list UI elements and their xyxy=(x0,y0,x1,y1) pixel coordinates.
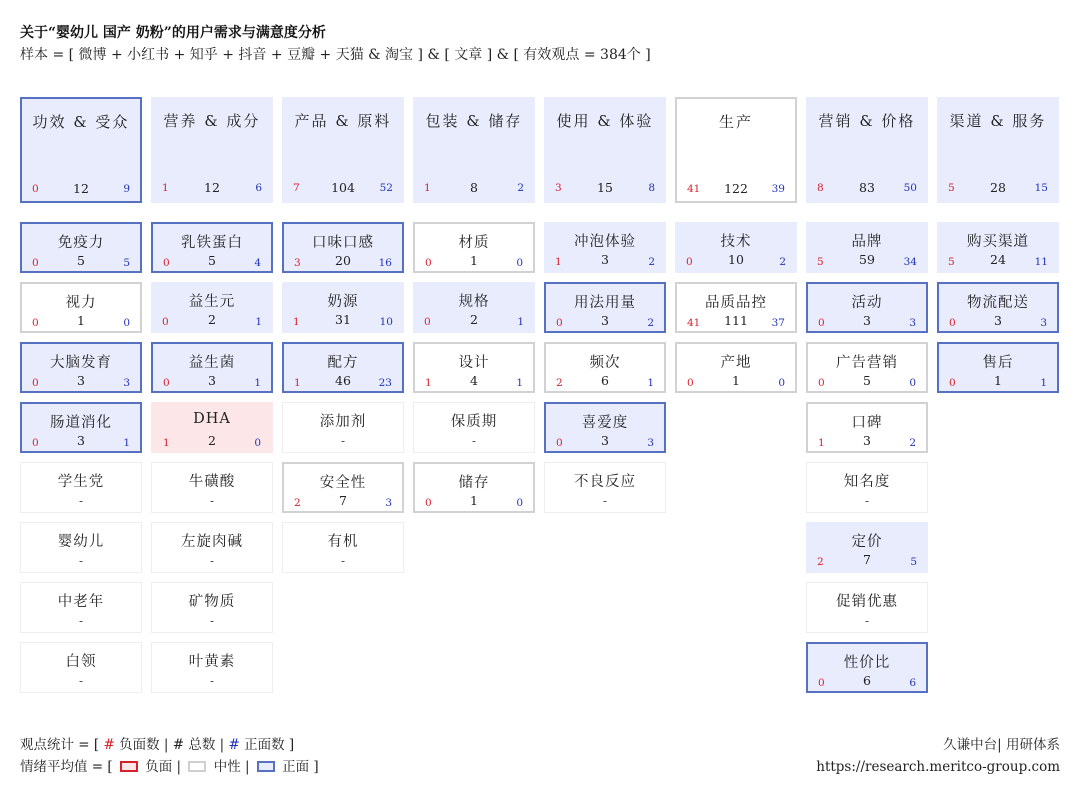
topic-card xyxy=(282,222,404,273)
negative-count: 0 xyxy=(425,497,432,509)
negative-count: 1 xyxy=(162,182,169,194)
negative-count: 0 xyxy=(32,183,39,195)
topic-label: 中老年 xyxy=(57,594,105,610)
topic-card xyxy=(151,282,273,333)
negative-count: 7 xyxy=(293,182,300,194)
topic-card xyxy=(806,282,928,333)
positive-count: 0 xyxy=(516,257,523,269)
total-count: 1 xyxy=(732,373,740,388)
topic-card xyxy=(282,342,404,393)
topic-card xyxy=(413,402,535,453)
total-count: 3 xyxy=(77,373,85,388)
category-card xyxy=(282,97,404,203)
total-count: 3 xyxy=(863,433,871,448)
positive-count: 1 xyxy=(254,377,261,389)
total-count: - xyxy=(471,434,477,448)
positive-count: 5 xyxy=(910,556,917,568)
legend-pos-mark: # xyxy=(228,737,240,753)
topic-label: 乳铁蛋白 xyxy=(181,235,243,251)
total-count: 28 xyxy=(990,180,1006,195)
topic-label: 叶黄素 xyxy=(188,654,236,670)
negative-count: 0 xyxy=(32,377,39,389)
topic-card xyxy=(675,282,797,333)
positive-count: 3 xyxy=(123,377,130,389)
total-count: 3 xyxy=(994,313,1002,328)
total-count: 1 xyxy=(994,373,1002,388)
total-count: 4 xyxy=(470,373,478,388)
total-count: 8 xyxy=(470,180,478,195)
topic-card xyxy=(806,582,928,633)
legend-stats-prefix: 观点统计 = [ xyxy=(20,737,100,753)
total-count: 20 xyxy=(335,253,351,268)
topic-label: 奶源 xyxy=(327,294,359,310)
topic-card xyxy=(806,462,928,513)
topic-card xyxy=(20,342,142,393)
total-count: - xyxy=(864,494,870,508)
topic-label: 益生元 xyxy=(188,294,236,310)
positive-count: 6 xyxy=(255,182,262,194)
legend-mood-prefix: 情绪平均值 = [ xyxy=(20,759,113,775)
category-card xyxy=(151,97,273,203)
positive-count: 37 xyxy=(771,317,785,329)
topic-card xyxy=(20,642,142,693)
topic-card xyxy=(544,222,666,273)
total-count: 46 xyxy=(335,373,351,388)
negative-count: 0 xyxy=(32,437,39,449)
positive-count: 0 xyxy=(123,317,130,329)
total-count: 2 xyxy=(208,312,216,327)
legend-mood-row xyxy=(20,756,319,778)
positive-count: 39 xyxy=(771,183,785,195)
topic-label: 技术 xyxy=(720,234,752,250)
legend-neg-text: 负面数 | xyxy=(119,737,169,753)
brand-block xyxy=(816,734,1060,778)
negative-count: 3 xyxy=(294,257,301,269)
positive-count: 3 xyxy=(385,497,392,509)
topic-card xyxy=(20,522,142,573)
topic-label: 购买渠道 xyxy=(967,234,1029,250)
category-label: 营养 & 成分 xyxy=(163,112,261,130)
topic-card xyxy=(413,462,535,513)
category-card xyxy=(413,97,535,203)
brand-url: https://research.meritco-group.com xyxy=(816,759,1060,775)
negative-count: 1 xyxy=(294,377,301,389)
total-count: 3 xyxy=(601,313,609,328)
total-count: 59 xyxy=(859,252,875,267)
topic-label: 品质品控 xyxy=(705,295,767,311)
topic-card xyxy=(20,282,142,333)
category-label: 产品 & 原料 xyxy=(294,112,392,130)
topic-label: 有机 xyxy=(327,534,359,550)
negative-count: 0 xyxy=(687,377,694,389)
topic-label: 物流配送 xyxy=(967,295,1029,311)
topic-card xyxy=(413,282,535,333)
topic-label: 储存 xyxy=(458,475,490,491)
negative-count: 0 xyxy=(556,317,563,329)
topic-card xyxy=(151,222,273,273)
negative-count: 5 xyxy=(817,256,824,268)
negative-count: 0 xyxy=(425,257,432,269)
negative-count: 0 xyxy=(818,317,825,329)
total-count: 6 xyxy=(601,373,609,388)
negative-count: 0 xyxy=(163,377,170,389)
positive-count: 15 xyxy=(1034,182,1048,194)
negative-count: 5 xyxy=(948,182,955,194)
topic-card xyxy=(675,342,797,393)
total-count: 2 xyxy=(208,433,216,448)
negative-count: 0 xyxy=(424,316,431,328)
topic-card xyxy=(937,282,1059,333)
category-card xyxy=(675,97,797,203)
negative-count: 1 xyxy=(425,377,432,389)
legend-mood-neu: 中性 | xyxy=(213,759,250,775)
topic-card xyxy=(282,462,404,513)
total-count: 7 xyxy=(339,493,347,508)
negative-count: 1 xyxy=(424,182,431,194)
total-count: - xyxy=(78,494,84,508)
category-label: 渠道 & 服务 xyxy=(949,112,1047,130)
total-count: 104 xyxy=(331,180,355,195)
total-count: 83 xyxy=(859,180,875,195)
topic-label: 用法用量 xyxy=(574,295,636,311)
topic-label: 口碑 xyxy=(851,415,883,431)
positive-count: 5 xyxy=(123,257,130,269)
category-card xyxy=(544,97,666,203)
topic-card xyxy=(20,462,142,513)
topic-label: 视力 xyxy=(65,295,97,311)
topic-label: 频次 xyxy=(589,355,621,371)
positive-count: 23 xyxy=(378,377,392,389)
total-count: - xyxy=(78,614,84,628)
positive-swatch xyxy=(257,761,275,772)
positive-count: 0 xyxy=(516,497,523,509)
negative-count: 1 xyxy=(555,256,562,268)
positive-count: 6 xyxy=(909,677,916,689)
category-label: 营销 & 价格 xyxy=(818,112,916,130)
total-count: - xyxy=(209,674,215,688)
neutral-swatch xyxy=(188,761,206,772)
total-count: - xyxy=(209,494,215,508)
positive-count: 1 xyxy=(123,437,130,449)
topic-label: 售后 xyxy=(982,355,1014,371)
negative-count: 0 xyxy=(32,257,39,269)
positive-count: 50 xyxy=(903,182,917,194)
positive-count: 2 xyxy=(517,182,524,194)
topic-label: 定价 xyxy=(851,534,883,550)
topic-card xyxy=(806,642,928,693)
topic-card xyxy=(20,402,142,453)
total-count: 6 xyxy=(863,673,871,688)
positive-count: 16 xyxy=(378,257,392,269)
positive-count: 3 xyxy=(1040,317,1047,329)
positive-count: 2 xyxy=(648,256,655,268)
positive-count: 52 xyxy=(379,182,393,194)
topic-card xyxy=(151,582,273,633)
total-count: 31 xyxy=(335,312,351,327)
total-count: 5 xyxy=(863,373,871,388)
category-card xyxy=(937,97,1059,203)
page-title: 关于“婴幼儿 国产 奶粉”的用户需求与满意度分析 xyxy=(20,25,326,41)
positive-count: 2 xyxy=(909,437,916,449)
total-count: - xyxy=(78,554,84,568)
topic-label: 配方 xyxy=(327,355,359,371)
positive-count: 2 xyxy=(779,256,786,268)
topic-label: 婴幼儿 xyxy=(57,534,105,550)
legend-mood-neg: 负面 | xyxy=(145,759,182,775)
negative-count: 0 xyxy=(818,377,825,389)
topic-label: 肠道消化 xyxy=(50,415,112,431)
negative-count: 2 xyxy=(817,556,824,568)
topic-label: 矿物质 xyxy=(188,594,236,610)
positive-count: 1 xyxy=(255,316,262,328)
topic-label: 添加剂 xyxy=(319,414,367,430)
topic-label: 冲泡体验 xyxy=(574,234,636,250)
negative-count: 0 xyxy=(818,677,825,689)
legend-stats-row xyxy=(20,734,319,756)
positive-count: 1 xyxy=(516,377,523,389)
negative-count: 41 xyxy=(687,317,701,329)
topic-card xyxy=(151,462,273,513)
positive-count: 10 xyxy=(379,316,393,328)
positive-count: 0 xyxy=(778,377,785,389)
total-count: 3 xyxy=(863,313,871,328)
topic-card xyxy=(937,342,1059,393)
total-count: 12 xyxy=(204,180,220,195)
topic-card xyxy=(675,222,797,273)
positive-count: 8 xyxy=(648,182,655,194)
negative-count: 0 xyxy=(949,317,956,329)
topic-label: 性价比 xyxy=(843,655,891,671)
total-count: 1 xyxy=(77,313,85,328)
total-count: 3 xyxy=(601,252,609,267)
total-count: 12 xyxy=(73,181,89,196)
topic-card xyxy=(413,342,535,393)
total-count: 7 xyxy=(863,552,871,567)
total-count: - xyxy=(864,614,870,628)
positive-count: 3 xyxy=(909,317,916,329)
topic-label: 学生党 xyxy=(57,474,105,490)
topic-card xyxy=(151,522,273,573)
total-count: - xyxy=(340,554,346,568)
legend-mood-pos: 正面 ] xyxy=(282,759,319,775)
topic-card xyxy=(20,582,142,633)
topic-label: 大脑发育 xyxy=(50,355,112,371)
positive-count: 34 xyxy=(903,256,917,268)
total-count: 5 xyxy=(77,253,85,268)
negative-count: 2 xyxy=(556,377,563,389)
topic-label: 知名度 xyxy=(843,474,891,490)
topic-label: DHA xyxy=(193,411,231,427)
topic-label: 免疫力 xyxy=(57,235,105,251)
topic-card xyxy=(20,222,142,273)
positive-count: 1 xyxy=(517,316,524,328)
total-count: - xyxy=(209,614,215,628)
positive-count: 0 xyxy=(254,437,261,449)
total-count: 1 xyxy=(470,253,478,268)
negative-count: 3 xyxy=(555,182,562,194)
total-count: 24 xyxy=(990,252,1006,267)
topic-card xyxy=(151,642,273,693)
topic-label: 品牌 xyxy=(851,234,883,250)
topic-card xyxy=(282,402,404,453)
negative-count: 8 xyxy=(817,182,824,194)
topic-label: 喜爱度 xyxy=(581,415,629,431)
negative-swatch xyxy=(120,761,138,772)
total-count: 3 xyxy=(208,373,216,388)
topic-card xyxy=(413,222,535,273)
total-count: - xyxy=(209,554,215,568)
positive-count: 3 xyxy=(647,437,654,449)
negative-count: 0 xyxy=(949,377,956,389)
negative-count: 0 xyxy=(32,317,39,329)
negative-count: 1 xyxy=(293,316,300,328)
topic-label: 产地 xyxy=(720,355,752,371)
topic-label: 活动 xyxy=(851,295,883,311)
topic-label: 材质 xyxy=(458,235,490,251)
topic-label: 促销优惠 xyxy=(836,594,898,610)
total-count: - xyxy=(340,434,346,448)
negative-count: 0 xyxy=(162,316,169,328)
negative-count: 41 xyxy=(687,183,701,195)
total-count: 122 xyxy=(724,181,748,196)
topic-card xyxy=(544,282,666,333)
negative-count: 1 xyxy=(163,437,170,449)
topic-label: 牛磺酸 xyxy=(188,474,236,490)
topic-card xyxy=(544,462,666,513)
page-subtitle: 样本 = [ 微博 + 小红书 + 知乎 + 抖音 + 豆瓣 + 天猫 & 淘宝 ] & [ 文章 ] & [ 有效观点 = 384个 ] xyxy=(20,47,651,63)
topic-card xyxy=(937,222,1059,273)
total-count: - xyxy=(78,674,84,688)
positive-count: 2 xyxy=(647,317,654,329)
category-card xyxy=(806,97,928,203)
negative-count: 1 xyxy=(818,437,825,449)
total-count: 2 xyxy=(470,312,478,327)
topic-label: 白领 xyxy=(65,654,97,670)
negative-count: 2 xyxy=(294,497,301,509)
legend-total-text: # 总数 | xyxy=(172,737,225,753)
negative-count: 0 xyxy=(556,437,563,449)
topic-label: 设计 xyxy=(458,355,490,371)
category-label: 使用 & 体验 xyxy=(556,112,654,130)
total-count: 1 xyxy=(470,493,478,508)
positive-count: 4 xyxy=(254,257,261,269)
topic-card xyxy=(282,522,404,573)
topic-card xyxy=(544,402,666,453)
topic-card xyxy=(806,402,928,453)
topic-card xyxy=(806,342,928,393)
category-card xyxy=(20,97,142,203)
positive-count: 0 xyxy=(909,377,916,389)
negative-count: 0 xyxy=(163,257,170,269)
topic-card xyxy=(806,522,928,573)
legend xyxy=(20,734,319,778)
topic-label: 口味口感 xyxy=(312,235,374,251)
positive-count: 11 xyxy=(1034,256,1048,268)
topic-label: 规格 xyxy=(458,294,490,310)
total-count: 15 xyxy=(597,180,613,195)
topic-label: 左旋肉碱 xyxy=(181,534,243,550)
total-count: - xyxy=(602,494,608,508)
negative-count: 0 xyxy=(686,256,693,268)
total-count: 10 xyxy=(728,252,744,267)
topic-card xyxy=(544,342,666,393)
topic-card xyxy=(151,342,273,393)
topic-label: 益生菌 xyxy=(188,355,236,371)
category-label: 功效 & 受众 xyxy=(32,113,130,131)
brand-name: 久谦中台| 用研体系 xyxy=(943,737,1060,753)
category-label: 包装 & 储存 xyxy=(425,112,523,130)
topic-card xyxy=(806,222,928,273)
negative-count: 5 xyxy=(948,256,955,268)
category-label: 生产 xyxy=(718,113,753,131)
topic-card xyxy=(151,402,273,453)
positive-count: 1 xyxy=(647,377,654,389)
legend-neg-mark: # xyxy=(103,737,115,753)
total-count: 3 xyxy=(601,433,609,448)
topic-label: 广告营销 xyxy=(836,355,898,371)
topic-label: 不良反应 xyxy=(574,474,636,490)
positive-count: 1 xyxy=(1040,377,1047,389)
legend-pos-text: 正面数 ] xyxy=(244,737,295,753)
total-count: 3 xyxy=(77,433,85,448)
total-count: 5 xyxy=(208,253,216,268)
total-count: 111 xyxy=(724,313,748,328)
topic-label: 保质期 xyxy=(450,414,498,430)
topic-label: 安全性 xyxy=(319,475,367,491)
positive-count: 9 xyxy=(123,183,130,195)
topic-card xyxy=(282,282,404,333)
